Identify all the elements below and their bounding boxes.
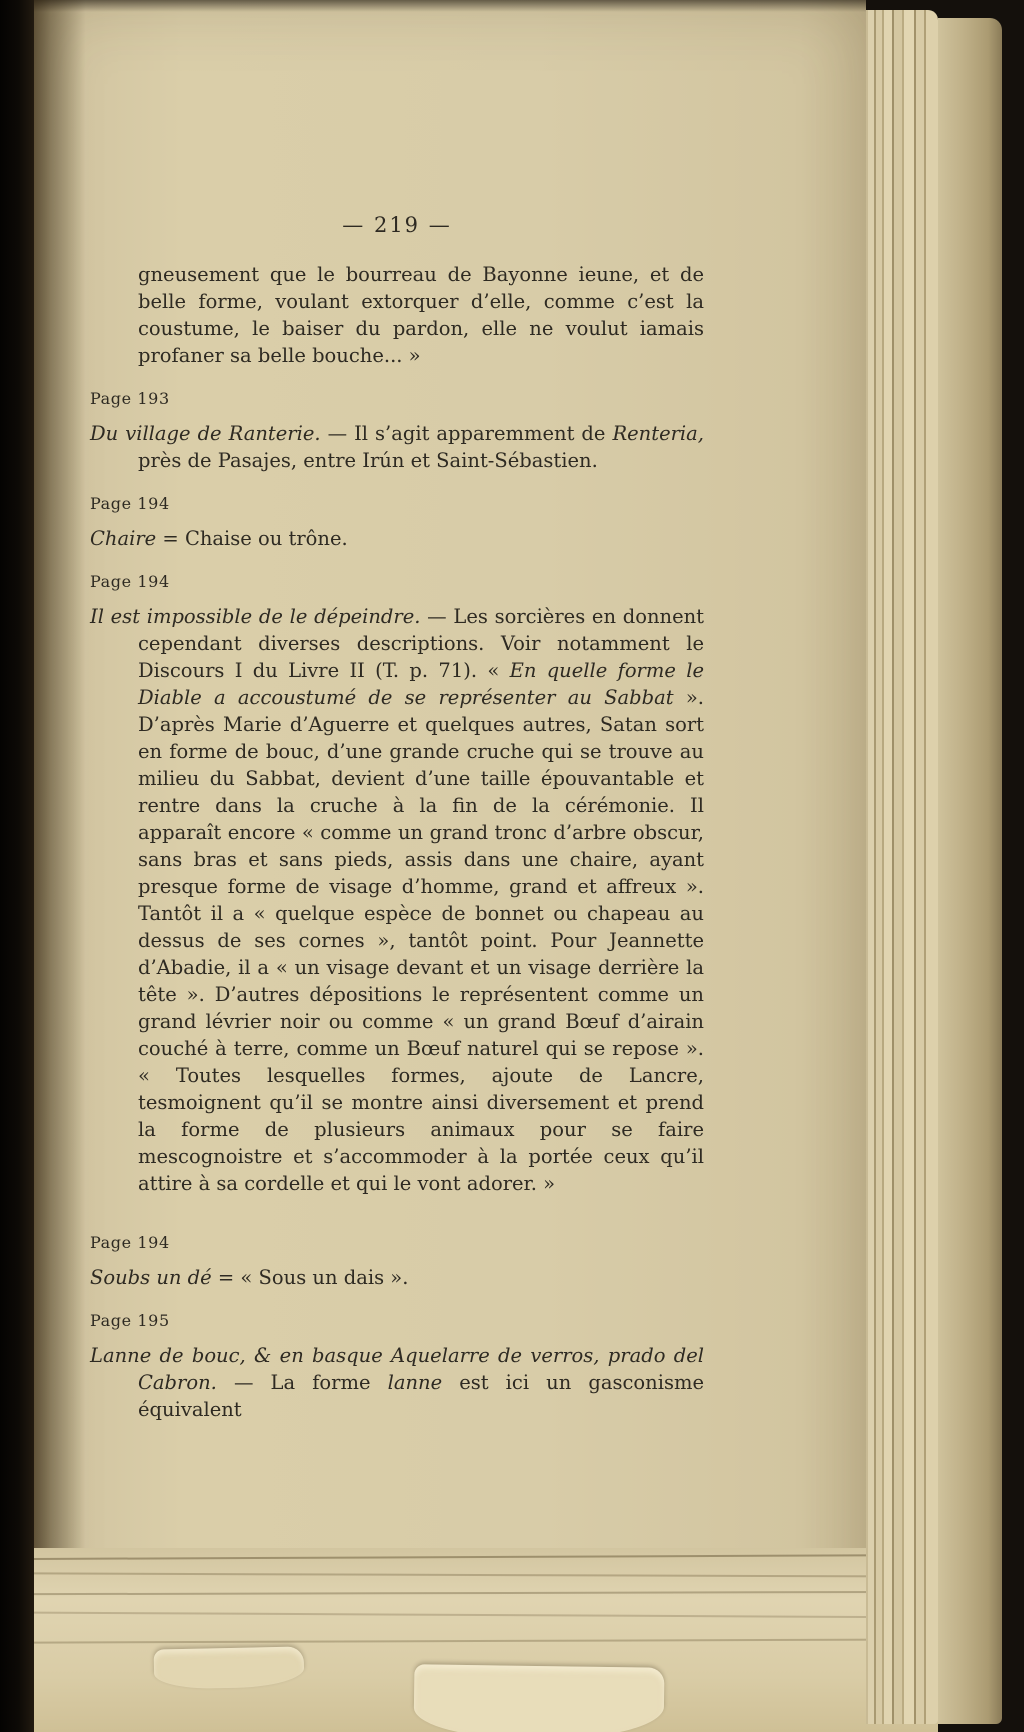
entry-text: est ici un gasconisme équivalent <box>138 1371 704 1421</box>
entry-text: — Il s’agit apparemment de <box>320 422 613 445</box>
page-edge-line <box>34 1591 938 1595</box>
quote-continuation <box>90 261 704 369</box>
entry-chaire <box>90 525 704 552</box>
entry-text: — La forme <box>216 1371 388 1394</box>
entry-text: près de Pasajes, entre Irún et Saint-Sébastien. <box>138 449 598 472</box>
outer-page-edge-stack <box>938 18 1002 1724</box>
entry-il-est-impossible <box>90 603 704 1197</box>
entry-lead: Chaire <box>90 527 157 550</box>
continuation-text: gneusement que le bourreau de Bayonne ieune, et de belle forme, voulant extorquer d’elle, comme c’est la coustume, le baiser du pardon, elle ne voulut iamais profaner sa belle bouche... » <box>138 263 704 367</box>
page-edge-stack <box>866 10 938 1724</box>
entry-text: — Les sorcières en donnent cependant diverses descriptions. Voir notamment le Discours I du Livre II (T. p. 71). « <box>138 605 704 682</box>
entry-text: = « Sous un dais ». <box>211 1266 409 1289</box>
entry-italic: Renteria, <box>612 422 704 445</box>
entry-du-village-de-ranterie <box>90 420 704 474</box>
page-ref-194-c: Page 194 <box>90 1233 170 1252</box>
page-ref-194-a: Page 194 <box>90 494 170 513</box>
entry-text: ». D’après Marie d’Aguerre et quelques autres, Satan sort en forme de bouc, d’une grande cruche qui se trouve au milieu du Sabbat, devient d’une taille épouvantable et rentre dans la cruche à la fin de la cérémonie. Il apparaît encore « comme un grand tronc d’arbre obscur, sans bras et sans pieds, assis dans une chaire, ayant presque forme de visage d’homme, grand et affreux ». Tantôt il a « quelque espèce de bonnet ou chapeau au dessus de ses cornes », tantôt point. Pour Jeannette d’Abadie, il a « un visage devant et un visage derrière la tête ». D’autres dépositions le représentent comme un grand lévrier noir ou comme « un grand Bœuf d’airain couché à terre, comme un Bœuf naturel qui se repose ». « Toutes lesquelles formes, ajoute de Lancre, tesmoignent qu’il se montre ainsi diversement et prend la forme de plusieurs animaux pour se faire mescognoistre et s’accommoder à la portée ceux qu’il attire à sa cordelle et qui le vont adorer. » <box>138 686 705 1195</box>
entry-italic: En quelle forme le Diable a accoustumé de se représenter au Sabbat <box>138 659 704 709</box>
entry-italic: lanne <box>387 1371 443 1394</box>
page-content <box>90 0 704 1439</box>
page-ref-193: Page 193 <box>90 389 170 408</box>
page-bottom-edges <box>34 1548 938 1732</box>
book-binding <box>0 0 34 1732</box>
entry-text: = Chaise ou trône. <box>156 527 348 550</box>
entry-lead: Il est impossible de le dépeindre. <box>90 605 421 628</box>
page-edge-line <box>34 1638 938 1643</box>
torn-paper-edge <box>154 1646 305 1689</box>
entry-soubs-un-de <box>90 1264 704 1291</box>
entry-lead: Du village de Ranterie. <box>90 422 321 445</box>
book-page <box>34 0 866 1732</box>
page-edge-line <box>34 1612 938 1619</box>
entry-lead: Soubs un dé <box>90 1266 212 1289</box>
torn-paper-edge <box>414 1664 665 1732</box>
page-ref-195: Page 195 <box>90 1311 170 1330</box>
page-edge-line <box>34 1554 938 1560</box>
entry-lead: Lanne de bouc, & en basque Aquelarre de verros, prado del Cabron. <box>90 1344 704 1394</box>
page-ref-194-b: Page 194 <box>90 572 170 591</box>
page-edge-line <box>34 1572 938 1577</box>
page-number-header: — 219 — <box>342 213 452 237</box>
entry-lanne-de-bouc <box>90 1342 704 1423</box>
